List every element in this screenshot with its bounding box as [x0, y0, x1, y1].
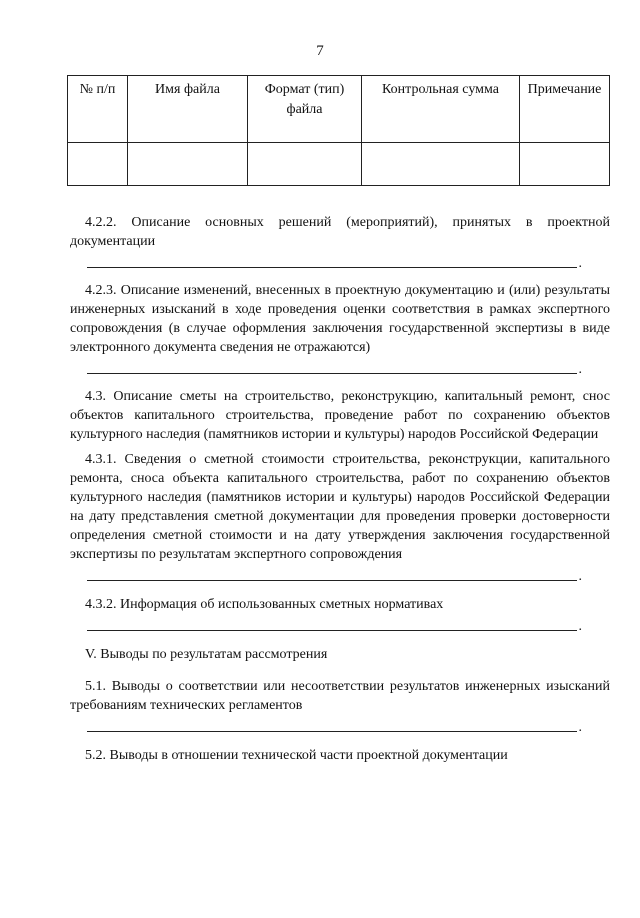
- table-row: [68, 143, 610, 186]
- header-file-format: Формат (тип) файла: [248, 76, 362, 143]
- section-4-3-2: 4.3.2. Информация об использованных сметных нормативах: [85, 597, 444, 612]
- table-cell: [248, 143, 362, 186]
- fill-line-4-2-3: [87, 373, 577, 374]
- table-cell: [128, 143, 248, 186]
- table-cell: [362, 143, 520, 186]
- header-number: № п/п: [68, 76, 128, 143]
- fill-line-5-1: [87, 731, 577, 732]
- page-number: 7: [316, 43, 324, 59]
- header-file-name: Имя файла: [128, 76, 248, 143]
- table-cell: [520, 143, 610, 186]
- fill-line-4-2-2: [87, 267, 577, 268]
- section-5-1: 5.1. Выводы о соответствии или несоответствии результатов инженерных изысканий требованиям технических регламентов: [70, 679, 610, 713]
- header-note: Примечание: [520, 76, 610, 143]
- header-checksum: Контрольная сумма: [362, 76, 520, 143]
- fill-line-4-3-1: [87, 580, 577, 581]
- table-header-row: [68, 76, 610, 143]
- section-4-2-3: 4.2.3. Описание изменений, внесенных в проектную документацию и (или) результаты инженерных изысканий в ходе проведения оценки соответствия в рамках экспертного сопровождения (в случае оформления заключения государственной экспертизы в виде электронного документа сведения не отражаются): [70, 283, 610, 355]
- section-5-2: 5.2. Выводы в отношении технической части проектной документации: [85, 748, 508, 763]
- file-table: [67, 75, 610, 186]
- section-4-3: 4.3. Описание сметы на строительство, реконструкцию, капитальный ремонт, снос объектов капитального строительства, проведение работ по сохранению объектов культурного наследия (памятников истории и культуры) народов Российской Федерации: [70, 389, 610, 442]
- section-4-2-2: 4.2.2. Описание основных решений (мероприятий), принятых в проектной документации: [70, 215, 610, 249]
- section-v-heading: V. Выводы по результатам рассмотрения: [85, 647, 328, 662]
- document-body: [70, 213, 610, 765]
- table-cell: [68, 143, 128, 186]
- section-4-3-1: 4.3.1. Сведения о сметной стоимости строительства, реконструкции, капитального ремонта, сноса объекта капитального строительства, работ по сохранению объектов культурного наследия (памятников истории и культуры) народов Российской Федерации на дату представления сметной документации для проведения проверки достоверности определения сметной стоимости и на дату утверждения заключения государственной экспертизы по результатам экспертного сопровождения: [70, 452, 610, 562]
- fill-line-4-3-2: [87, 630, 577, 631]
